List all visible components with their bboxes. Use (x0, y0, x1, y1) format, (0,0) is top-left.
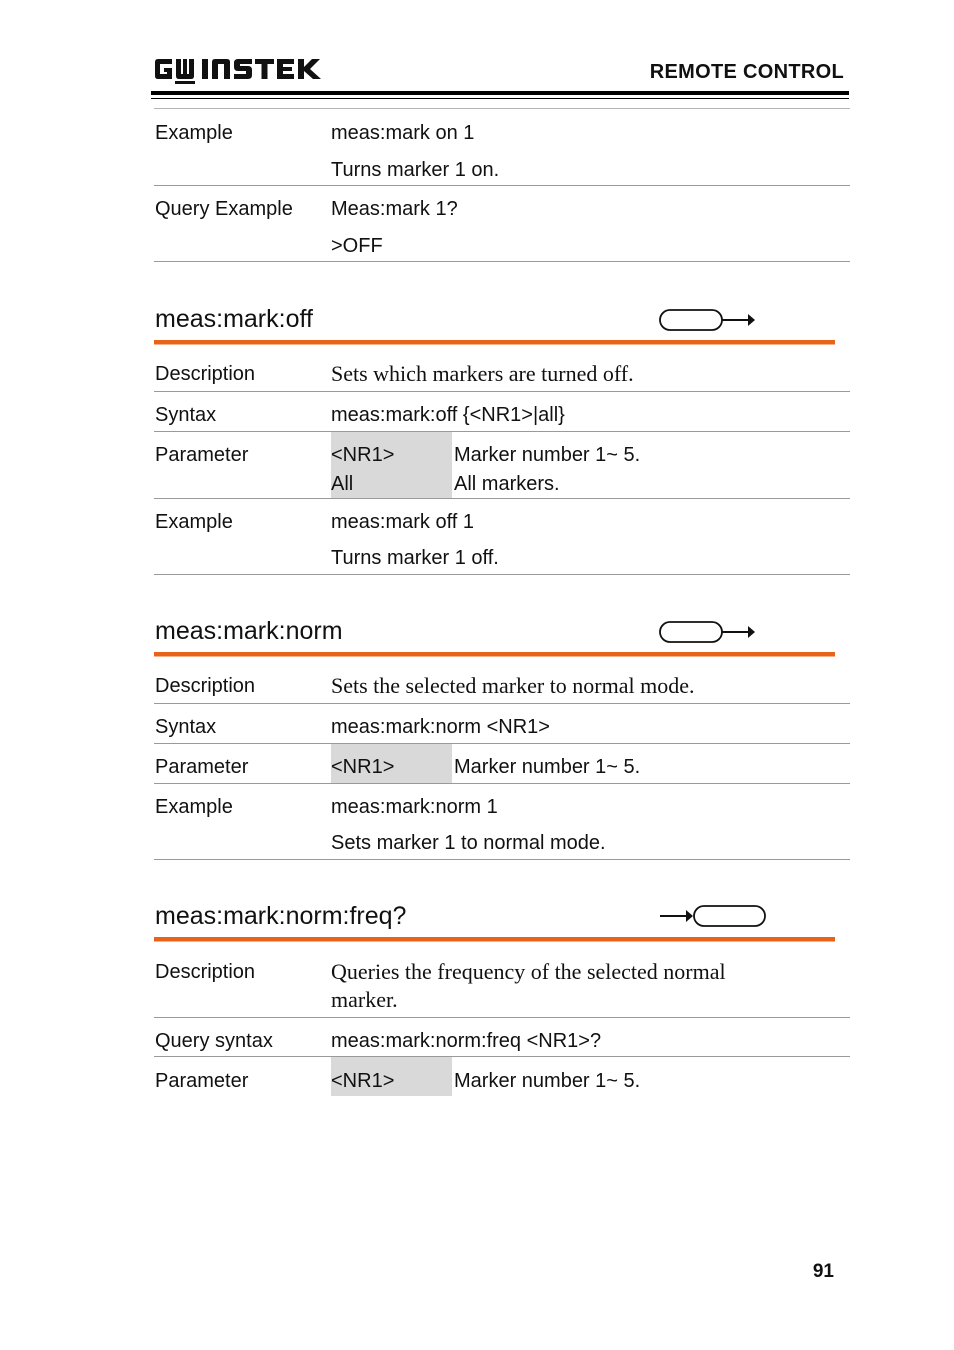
example-description: Turns marker 1 on. (331, 159, 500, 181)
description-label: Description (155, 961, 256, 983)
header-rule-thin (151, 98, 849, 99)
table-rule (154, 859, 850, 860)
parameter-name: <NR1> (331, 444, 395, 466)
query-example-label: Query Example (155, 198, 293, 220)
table-rule (154, 743, 850, 744)
heading-underline (154, 652, 835, 657)
example-description: Sets marker 1 to normal mode. (331, 832, 606, 854)
query-syntax-label: Query syntax (155, 1030, 273, 1052)
description-text: Queries the frequency of the selected normal (331, 959, 726, 984)
set-command-icon (658, 308, 758, 334)
example-label: Example (155, 122, 233, 144)
table-rule (154, 261, 850, 262)
example-label: Example (155, 511, 233, 533)
parameter-name: All (331, 473, 354, 495)
description-text: Sets which markers are turned off. (331, 361, 634, 386)
table-rule (154, 431, 850, 432)
parameter-description: Marker number 1~ 5. (454, 756, 641, 778)
command-heading: meas:mark:norm:freq? (155, 902, 407, 930)
parameter-name: <NR1> (331, 756, 395, 778)
parameter-label: Parameter (155, 1070, 249, 1092)
table-rule (154, 185, 850, 186)
table-rule (154, 498, 850, 499)
table-rule (154, 391, 850, 392)
syntax-label: Syntax (155, 404, 217, 426)
parameter-description: All markers. (454, 473, 560, 495)
table-rule (154, 1017, 850, 1018)
table-rule (154, 703, 850, 704)
section-title: REMOTE CONTROL (649, 61, 844, 83)
table-rule (154, 108, 850, 109)
query-example-command: Meas:mark 1? (331, 198, 458, 220)
set-command-icon (658, 620, 758, 646)
table-rule (154, 1056, 850, 1057)
example-command: meas:mark off 1 (331, 511, 475, 533)
example-command: meas:mark:norm 1 (331, 796, 498, 818)
example-command: meas:mark on 1 (331, 122, 475, 144)
syntax-text: meas:mark:norm <NR1> (331, 716, 550, 738)
command-heading: meas:mark:off (155, 305, 313, 333)
example-description: Turns marker 1 off. (331, 547, 499, 569)
query-command-icon (658, 903, 770, 929)
header-rule-thick (151, 91, 849, 95)
heading-underline (154, 937, 835, 942)
heading-underline (154, 340, 835, 345)
syntax-text: meas:mark:norm:freq <NR1>? (331, 1030, 602, 1052)
syntax-label: Syntax (155, 716, 217, 738)
description-text: Sets the selected marker to normal mode. (331, 673, 695, 698)
parameter-name: <NR1> (331, 1070, 395, 1092)
gw-instek-logo (152, 53, 327, 85)
description-text: marker. (331, 987, 398, 1012)
example-label: Example (155, 796, 233, 818)
command-heading: meas:mark:norm (155, 617, 343, 645)
page-number: 91 (812, 1261, 834, 1282)
parameter-description: Marker number 1~ 5. (454, 444, 641, 466)
table-rule (154, 574, 850, 575)
query-example-response: >OFF (331, 235, 383, 257)
parameter-label: Parameter (155, 756, 249, 778)
syntax-text: meas:mark:off {<NR1>|all} (331, 404, 565, 426)
parameter-description: Marker number 1~ 5. (454, 1070, 641, 1092)
description-label: Description (155, 363, 256, 385)
description-label: Description (155, 675, 256, 697)
table-rule (154, 783, 850, 784)
parameter-label: Parameter (155, 444, 249, 466)
